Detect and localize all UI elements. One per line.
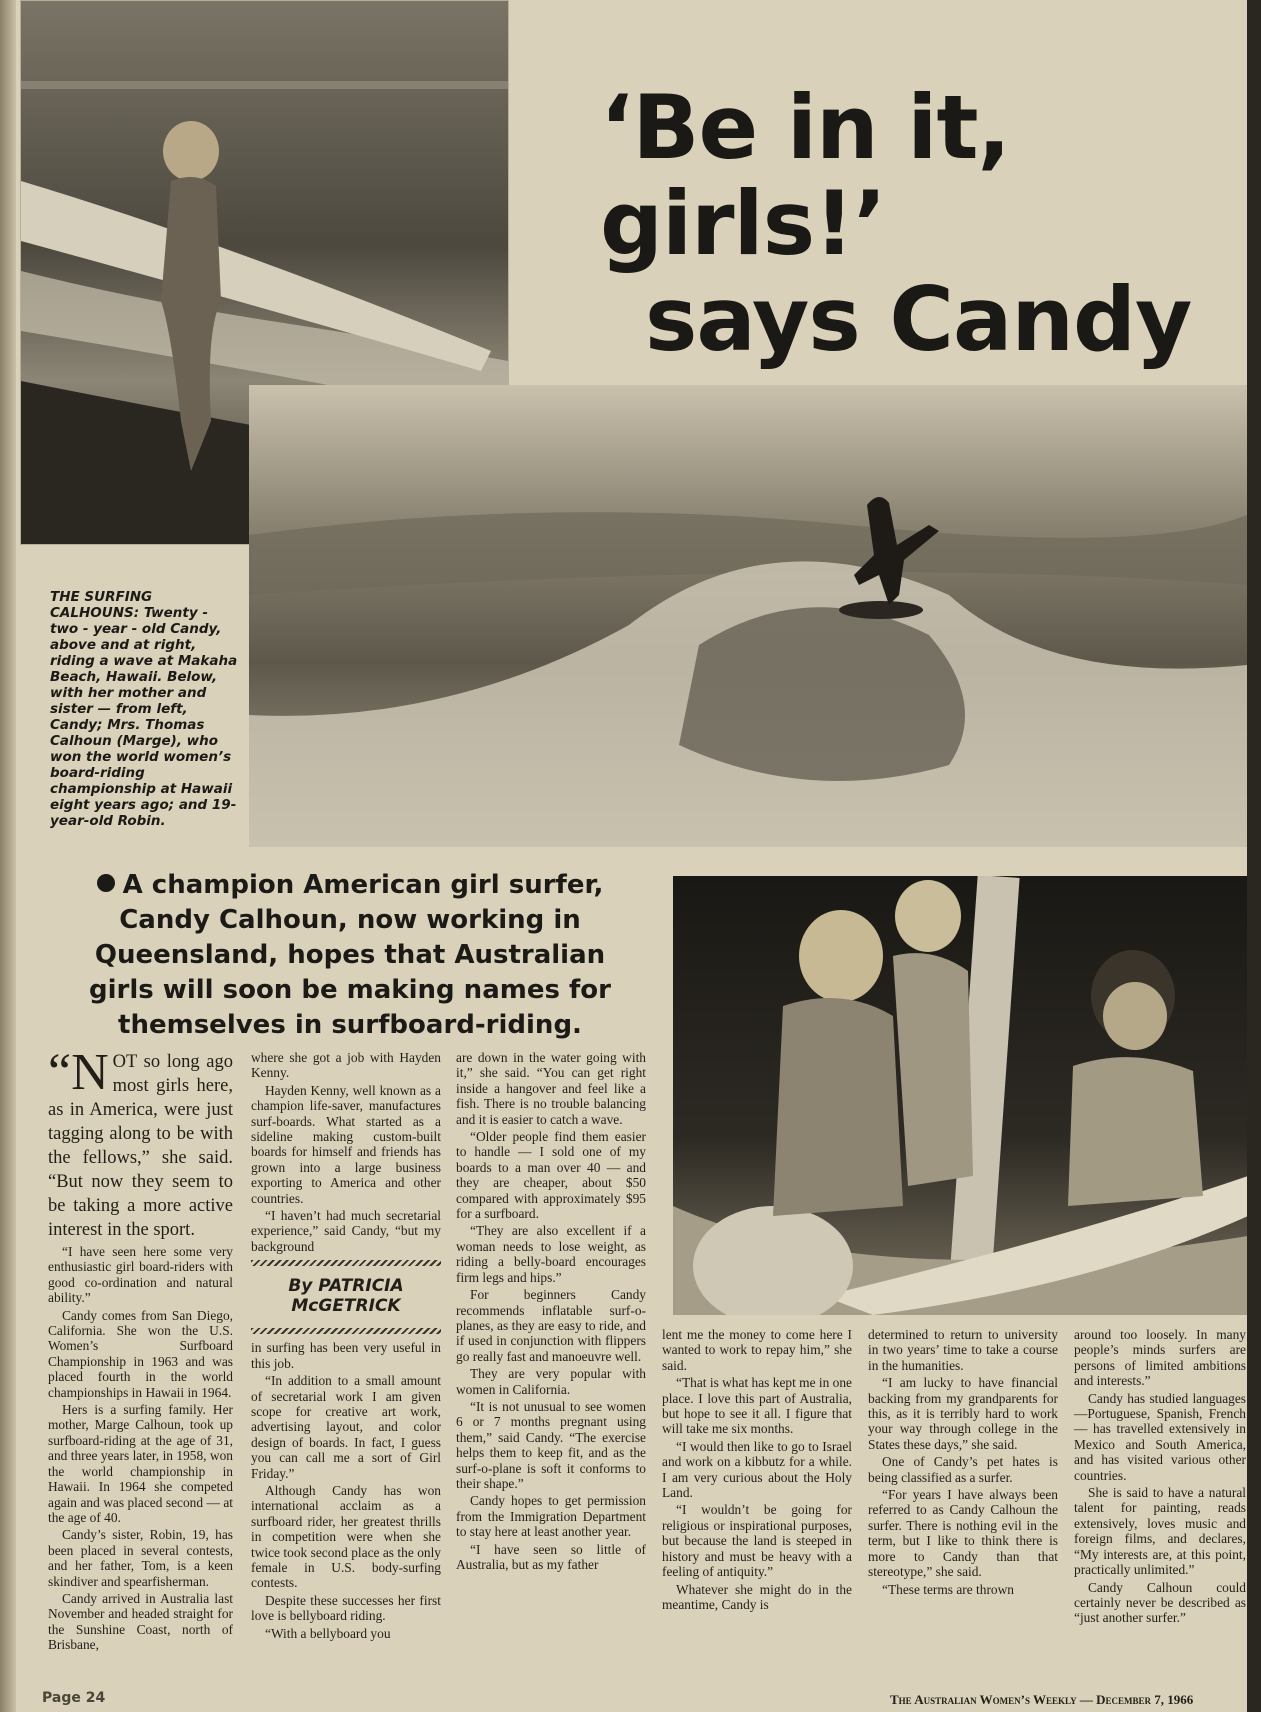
paragraph: “I wouldn’t be going for religious or inspirational purposes, but because the land is steeped in history and must be heavy with a feeling of antiquity.” xyxy=(662,1502,852,1580)
paragraph: “I would then like to go to Israel and work on a kibbutz for a while. I am very curious about the Holy Land. xyxy=(662,1438,852,1501)
article-column-1 xyxy=(48,1044,233,1655)
bullet-icon xyxy=(97,874,115,892)
paragraph: “In addition to a small amount of secretarial work I am given scope for creative art work, advertising layout, and color design of boards. In fact, I guess you can call me a sort of Girl Friday.” xyxy=(251,1373,441,1481)
byline-line-1: By PATRICIA xyxy=(288,1276,404,1297)
paragraph: determined to return to university in two years’ time to take a course in the humanities. xyxy=(868,1327,1058,1373)
paragraph: Despite these successes her first love is bellyboard riding. xyxy=(251,1592,441,1624)
paragraph: One of Candy’s pet hates is being classified as a surfer. xyxy=(868,1454,1058,1485)
paragraph: Candy comes from San Diego, California. She won the U.S. Women’s Surfboard Championship in 1963 and was placed fourth in the world championships in Hawaii in 1964. xyxy=(48,1307,233,1400)
paragraph: around too loosely. In many people’s minds surfers are persons of limited ambitions and interests.” xyxy=(1074,1327,1246,1389)
paragraph: are down in the water going with it,” she said. “You can get right inside a hangover and feel like a fish. There is no trouble balancing and it is easier to catch a wave. xyxy=(456,1050,646,1127)
article-column-3 xyxy=(456,1050,646,1574)
drop-cap: “N xyxy=(48,1044,109,1101)
paragraph: “For years I have always been referred to as Candy Calhoun the surfer. There is nothing evil in the term, but I like to think there is more to Candy than that stereotype,” she said. xyxy=(868,1487,1058,1580)
article-column-4 xyxy=(662,1327,852,1614)
byline xyxy=(251,1276,441,1316)
paragraph: Candy arrived in Australia last November and headed straight for the Sunshine Coast, north of Brisbane, xyxy=(48,1590,233,1653)
calhoun-family-photo xyxy=(673,876,1248,1315)
paragraph: “These terms are thrown xyxy=(882,1581,1014,1597)
paragraph: Candy has studied languages—Portuguese, Spanish, French — has travelled extensively in Mexico and South America, and has visited various other countries. xyxy=(1074,1390,1246,1483)
byline-rule-bottom xyxy=(251,1328,441,1334)
paragraph: “I have seen so little of Australia, but as my father xyxy=(456,1541,646,1572)
page-spine-shadow xyxy=(0,0,16,1712)
paragraph: They are very popular with women in California. xyxy=(456,1366,646,1397)
paragraph: “I haven’t had much secretarial experience,” said Candy, “but my background xyxy=(251,1208,441,1254)
article-headline xyxy=(600,76,1250,371)
magazine-footer: The Australian Women’s Weekly — December 7, 1966 xyxy=(890,1692,1194,1707)
article-lead-paragraph xyxy=(48,1044,233,1242)
surfer-riding-wave-photo xyxy=(249,385,1247,847)
paragraph: “They are also excellent if a woman needs to lose weight, as riding a belly-board encourages firm legs and hips.” xyxy=(456,1223,646,1285)
paragraph: “It is not unusual to see women 6 or 7 months pregnant using them,” said Candy. “The exercise helps them to keep fit, and as the surf-o-plane is soft it conforms to their shape.” xyxy=(456,1398,646,1491)
paragraph: Hers is a surfing family. Her mother, Marge Calhoun, took up surfboard-riding at the age of 31, and three years later, in 1958, won the world championship in Hawaii. In 1964 she competed again and was placed second — at the age of 40. xyxy=(48,1402,233,1525)
byline-rule-top xyxy=(251,1260,441,1266)
paragraph: where she got a job with Hayden Kenny. xyxy=(251,1050,441,1081)
paragraph: Candy Calhoun could certainly never be described as “just another surfer.” xyxy=(1074,1579,1246,1626)
byline-line-2: McGETRICK xyxy=(291,1296,401,1317)
photo-caption: THE SURFING CALHOUNS: Twenty - two - year - old Candy, above and at right, riding a wave at Makaha Beach, Hawaii. Below, with her mother and sister — from left, Candy; Mrs. Thomas Calhoun (Marge), who won the world women’s board-riding championship at Hawaii eight years ago; and 19-year-old Robin. xyxy=(50,589,238,829)
paragraph: Candy’s sister, Robin, 19, has been placed in several contests, and her father, Tom, is a keen skindiver and spearfisherman. xyxy=(48,1527,233,1589)
paragraph: Candy hopes to get permission from the Immigration Department to stay here at least another year. xyxy=(456,1493,646,1540)
paragraph: Although Candy has won international acclaim as a surfboard rider, her greatest thrills in competition were when she twice took second place as the only female in U.S. body-surfing contests. xyxy=(251,1482,441,1591)
paragraph: in surfing has been very useful in this job. xyxy=(251,1340,441,1371)
article-column-2 xyxy=(251,1050,441,1643)
headline-line-1: ‘Be in it, girls!’ xyxy=(600,76,1010,275)
paragraph: “With a bellyboard you xyxy=(265,1625,391,1641)
paragraph: “I am lucky to have financial backing from my grandparents for this, as it is terribly hard to work your way through college in the States these days,” she said. xyxy=(868,1375,1058,1452)
article-column-6 xyxy=(1074,1327,1246,1628)
paragraph: “That is what has kept me in one place. I love this part of Australia, but hope to see it all. I figure that will take me six months. xyxy=(662,1375,852,1437)
lead-text: OT so long ago most girls here, as in America, were just tagging along to be with the fellows,” she said. “But now they seem to be taking a more active interest in the sport. xyxy=(48,1052,233,1240)
article-deck xyxy=(80,868,620,1043)
paragraph: She is said to have a natural talent for painting, reads extensively, loves music and foreign films, and declares, “My interests are, at this point, practically unlimited.” xyxy=(1074,1485,1246,1578)
page-number: Page 24 xyxy=(42,1690,106,1706)
paragraph: Hayden Kenny, well known as a champion life-saver, manufactures surf-boards. What started as a sideline making custom-built boards for himself and friends has grown into a large business exporting to America and other countries. xyxy=(251,1082,441,1206)
page-right-edge xyxy=(1247,0,1261,1712)
paragraph: “I have seen here some very enthusiastic girl board-riders with good co-ordination and natural ability.” xyxy=(48,1244,233,1306)
paragraph: “Older people find them easier to handle — I sold one of my boards to a man over 40 — and they are cheaper, about $50 compared with approximately $95 for a surfboard. xyxy=(456,1129,646,1222)
deck-text: A champion American girl surfer, Candy Calhoun, now working in Queensland, hopes that Australian girls will soon be making names for themselves in surfboard-riding. xyxy=(89,870,611,1040)
paragraph: For beginners Candy recommends inflatable surf-o-planes, as they are easy to ride, and if used in conjunction with flippers go really fast and manoeuvre well. xyxy=(456,1287,646,1364)
headline-line-2: says Candy xyxy=(645,268,1192,371)
paragraph: Whatever she might do in the meantime, Candy is xyxy=(662,1581,852,1612)
paragraph: lent me the money to come here I wanted to work to repay him,” she said. xyxy=(662,1327,852,1373)
article-column-5 xyxy=(868,1327,1058,1599)
